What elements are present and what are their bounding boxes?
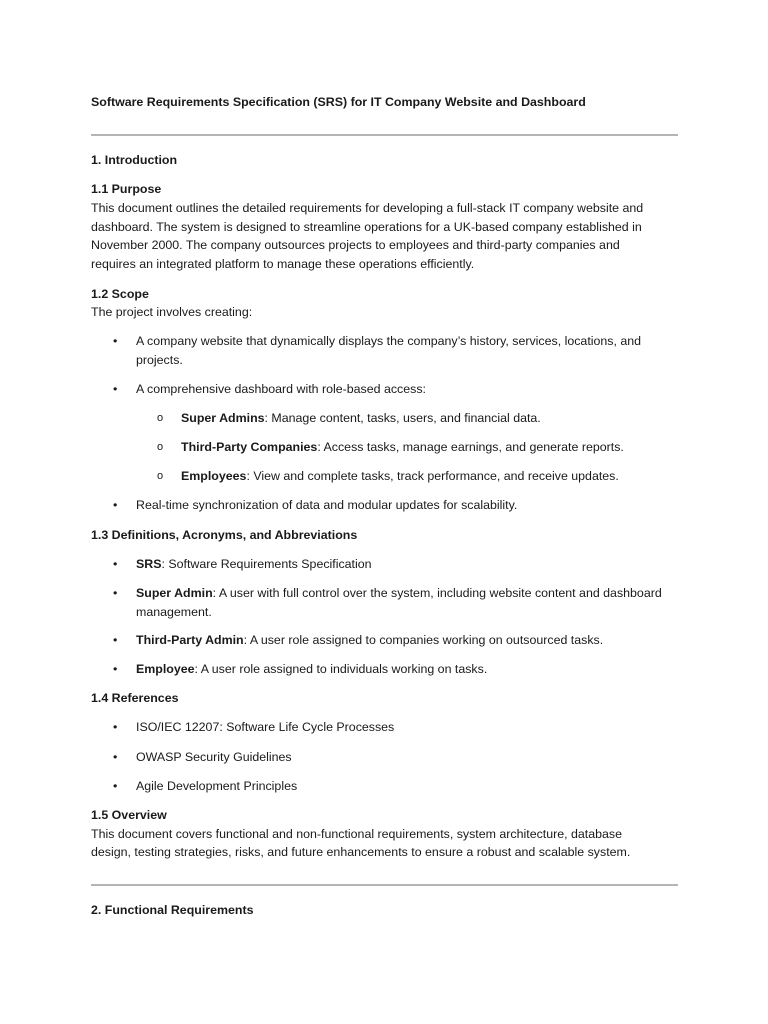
document-title: Software Requirements Specification (SRS) for IT Company Website and Dashboard bbox=[91, 95, 586, 109]
definition-description: : A user role assigned to companies working on outsourced tasks. bbox=[243, 633, 604, 647]
bullet-icon: • bbox=[113, 662, 118, 676]
definition-super-admin-cont: management. bbox=[136, 604, 212, 619]
subsection-heading-overview: 1.5 Overview bbox=[91, 808, 167, 822]
horizontal-rule bbox=[91, 134, 678, 136]
bullet-icon: • bbox=[113, 498, 118, 512]
scope-item-sync: Real-time synchronization of data and modular updates for scalability. bbox=[136, 498, 518, 512]
purpose-line: This document outlines the detailed requirements for developing a full-stack IT company website and bbox=[91, 201, 644, 215]
section-heading-introduction: 1. Introduction bbox=[91, 153, 178, 167]
subsection-heading-scope: 1.2 Scope bbox=[91, 287, 149, 301]
definition-term: Employee bbox=[136, 662, 195, 676]
definition-srs bbox=[136, 555, 681, 574]
role-item-super-admins bbox=[181, 409, 681, 428]
subsection-heading-purpose: 1.1 Purpose bbox=[91, 182, 162, 196]
bullet-icon: • bbox=[113, 586, 118, 600]
role-description: : Access tasks, manage earnings, and generate reports. bbox=[317, 440, 624, 454]
bullet-icon: • bbox=[113, 779, 118, 793]
overview-line: This document covers functional and non-functional requirements, system architecture, database bbox=[91, 826, 623, 841]
bullet-icon: • bbox=[113, 633, 118, 647]
purpose-line: requires an integrated platform to manage these operations efficiently. bbox=[91, 257, 475, 271]
definition-description: : A user role assigned to individuals working on tasks. bbox=[194, 662, 488, 676]
subsection-heading-definitions: 1.3 Definitions, Acronyms, and Abbreviations bbox=[91, 528, 358, 542]
purpose-line: November 2000. The company outsources projects to employees and third-party companies and bbox=[91, 238, 620, 252]
horizontal-rule bbox=[91, 884, 678, 886]
subsection-heading-references: 1.4 References bbox=[91, 691, 179, 705]
role-term: Employees bbox=[181, 469, 247, 483]
reference-item: Agile Development Principles bbox=[136, 779, 298, 793]
definition-description: : A user with full control over the system, including website content and dashboard bbox=[212, 586, 662, 600]
purpose-line: dashboard. The system is designed to streamline operations for a UK-based company established in bbox=[91, 219, 642, 234]
bullet-icon: • bbox=[113, 334, 118, 348]
definition-term: Third-Party Admin bbox=[136, 633, 244, 647]
role-description: : View and complete tasks, track performance, and receive updates. bbox=[246, 469, 619, 483]
role-item-employees bbox=[181, 467, 681, 486]
bullet-icon: • bbox=[113, 382, 118, 396]
section-heading-functional-requirements: 2. Functional Requirements bbox=[91, 903, 254, 917]
bullet-icon: • bbox=[113, 557, 118, 571]
definition-employee bbox=[136, 660, 681, 679]
scope-item-website: A company website that dynamically displays the company’s history, services, locations, and bbox=[136, 334, 642, 348]
sub-bullet-icon: o bbox=[157, 441, 164, 453]
role-term: Super Admins bbox=[181, 411, 265, 425]
role-term: Third-Party Companies bbox=[181, 440, 318, 454]
definition-super-admin bbox=[136, 584, 681, 603]
scope-item-website-cont: projects. bbox=[136, 352, 183, 367]
definition-term: Super Admin bbox=[136, 586, 213, 600]
definition-description: : Software Requirements Specification bbox=[161, 557, 372, 571]
role-description: : Manage content, tasks, users, and financial data. bbox=[264, 411, 541, 425]
sub-bullet-icon: o bbox=[157, 412, 164, 424]
overview-line: design, testing strategies, risks, and future enhancements to ensure a robust and scalable system. bbox=[91, 845, 631, 859]
definition-third-party-admin bbox=[136, 631, 681, 650]
bullet-icon: • bbox=[113, 720, 118, 734]
reference-item: OWASP Security Guidelines bbox=[136, 750, 292, 764]
scope-item-dashboard: A comprehensive dashboard with role-based access: bbox=[136, 382, 426, 396]
definition-term: SRS bbox=[136, 557, 162, 571]
reference-item: ISO/IEC 12207: Software Life Cycle Processes bbox=[136, 720, 395, 734]
role-item-third-party bbox=[181, 438, 681, 457]
sub-bullet-icon: o bbox=[157, 470, 164, 482]
scope-intro: The project involves creating: bbox=[91, 305, 253, 319]
bullet-icon: • bbox=[113, 750, 118, 764]
